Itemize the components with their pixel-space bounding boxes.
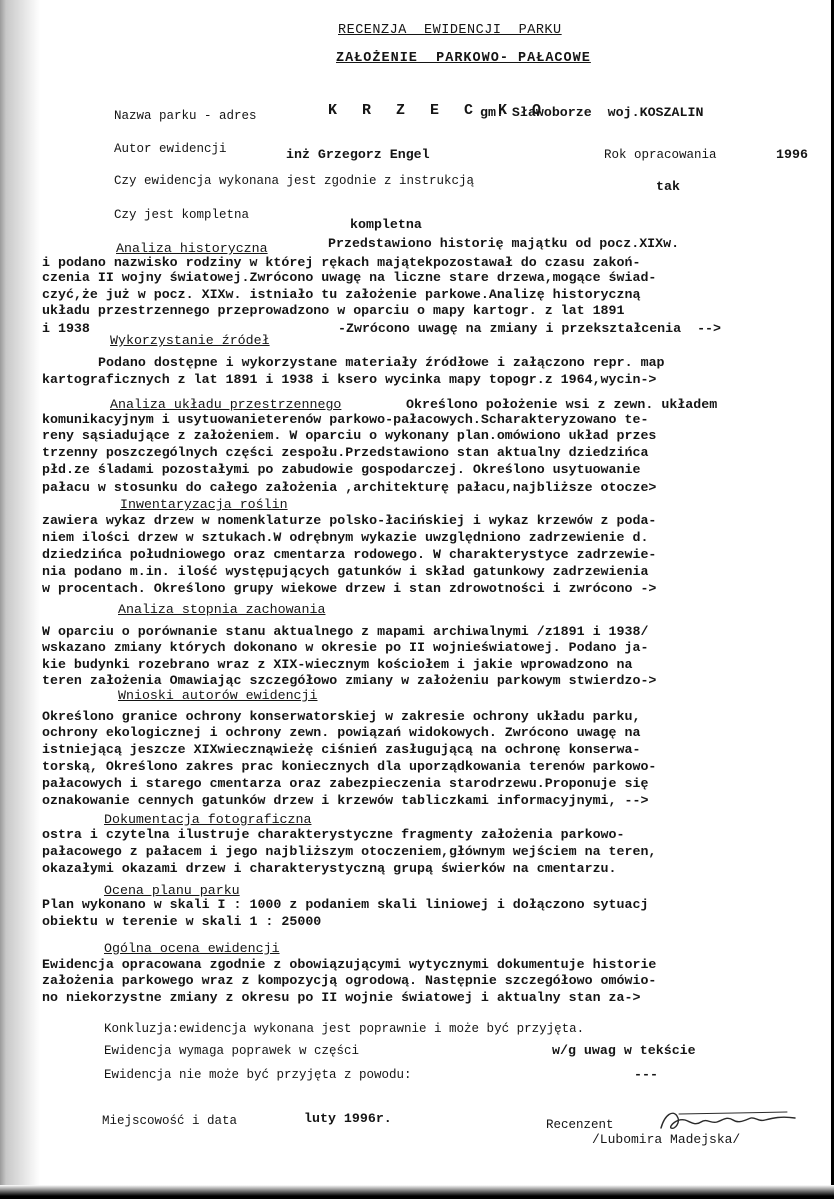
complete-label: Czy jest kompletna	[114, 208, 250, 222]
scan-edge-bottom	[0, 1185, 834, 1199]
complete-value: kompletna	[350, 217, 422, 232]
corrections-value: w/g uwag w tekście	[552, 1043, 696, 1058]
section-spatial-text: reny sąsiadujące z założeniem. W oparciu o wykonany plan.omówiono układ przes	[42, 428, 657, 443]
section-conclusions-text: ochrony ekologicznej i ochrony zewn. powiązań widokowych. Zwrócono uwagę na	[42, 725, 641, 740]
park-label: Nazwa parku - adres	[114, 109, 257, 123]
section-spatial-text: trzenny poszczególnych części zespołu.Przedstawiono stan aktualny dziedzińca	[42, 445, 649, 460]
section-plan-text: Plan wykonano w skali I : 1000 z podaniem skali liniowej i dołączono sytuacj	[42, 897, 649, 912]
park-address: gm. Sławoborze woj.KOSZALIN	[480, 105, 704, 120]
section-plants-text: niem ilości drzew w sztukach.W odrębnym wykazie uwzględniono zadrzewienie d.	[42, 530, 649, 545]
section-spatial-text: komunikacyjnym i usytuowanieterenów parkowo-pałacowych.Scharakteryzowano te-	[42, 412, 649, 427]
park-name: K R Z E C K O	[328, 102, 550, 119]
section-plants-text: dziedzińca południowego oraz cmentarza rodowego. W charakterystyce zadrzewie-	[42, 547, 657, 562]
reviewer-name: /Lubomira Madejska/	[592, 1132, 741, 1147]
section-conclusions-text: Określono granice ochrony konserwatorskiej w zakresie ochrony układu parku,	[42, 709, 641, 724]
section-historical-text: czenia II wojny światowej.Zwrócono uwagę na liczne stare drzewa,mogące świad-	[42, 270, 657, 285]
section-preservation-text: wskazano zmiany których dokonano w okresie po II wojnieświatowej. Podano ja-	[42, 640, 649, 655]
section-plan-text: obiektu w terenie w skali 1 : 25000	[42, 914, 322, 929]
handwritten-signature	[655, 1106, 805, 1136]
scan-shadow-left	[0, 0, 40, 1199]
section-historical-text: czyć,że już w pocz. XIXw. istniało tu założenie parkowe.Analizę historyczną	[42, 287, 641, 302]
section-plants-heading: Inwentaryzacja roślin	[120, 497, 288, 512]
section-historical-heading: Analiza historyczna	[116, 241, 268, 256]
section-conclusions-text: istniejącą jeszcze XIXwiecznąwieżę ciśnień zasługującą na ochronę konserwa-	[42, 742, 641, 757]
section-overall-text: założenia parkowego wraz z kompozycją ogrodową. Następnie szczegółowo omówio-	[42, 973, 657, 988]
section-preservation-heading: Analiza stopnia zachowania	[118, 602, 326, 617]
section-conclusions-text: torską, Określono zakres prac koniecznych dla uporządkowania terenów parkowo-	[42, 759, 657, 774]
section-historical-text: i podano nazwisko rodziny w której rękach majątekpozostawał do czasu zakoń-	[42, 255, 641, 270]
author-value: inż Grzegorz Engel	[286, 147, 430, 162]
corrections-label: Ewidencja wymaga poprawek w części	[104, 1044, 360, 1058]
rejection-label: Ewidencja nie może być przyjęta z powodu:	[104, 1068, 412, 1082]
place-date-value: luty 1996r.	[304, 1111, 392, 1126]
section-plants-text: nia podano m.in. ilość występujących gatunków i skład gatunkowy zadrzewienia	[42, 564, 649, 579]
section-conclusions-heading: Wnioski autorów ewidencji	[118, 688, 318, 703]
section-sources-text: kartograficznych z lat 1891 i 1938 i ksero wycinka mapy topogr.z 1964,wycin->	[42, 372, 657, 387]
section-conclusions-text: oznakowanie cennych gatunków drzew i krzewów tabliczkami informacyjnymi, -->	[42, 793, 649, 808]
document-subtitle: ZAŁOŻENIE PARKOWO- PAŁACOWE	[336, 51, 591, 66]
section-sources-text: Podano dostępne i wykorzystane materiały źródłowe i załączono repr. map	[98, 355, 665, 370]
section-conclusions-text: pałacowych i starego cmentarza oraz zabezpieczenia starodrzewu.Proponuje się	[42, 776, 649, 791]
section-historical-text: i 1938	[42, 321, 90, 336]
section-preservation-text: W oparciu o porównanie stanu aktualnego z mapami archiwalnymi /z1891 i 1938/	[42, 624, 649, 639]
year-value: 1996	[776, 147, 808, 162]
section-plants-text: w procentach. Określono grupy wiekowe drzew i stan zdrowotności i zwrócono ->	[42, 581, 657, 596]
author-label: Autor ewidencji	[114, 142, 227, 156]
section-overall-text: no niekorzystne zmiany z okresu po II wojnie światowej i aktualny stan za->	[42, 990, 641, 1005]
section-photos-text: okazałymi okazami drzew i charakterystyczną grupą świerków na cmentarzu.	[42, 861, 617, 876]
document-title: RECENZJA EWIDENCJI PARKU	[338, 23, 562, 38]
section-preservation-text: teren założenia Omawiając szczegółowo zmiany w założeniu parkowym stwierdzo->	[42, 673, 657, 688]
instruction-label: Czy ewidencja wykonana jest zgodnie z instrukcją	[114, 174, 475, 188]
section-spatial-text: Określono położenie wsi z zewn. układem	[406, 397, 718, 412]
section-photos-text: ostra i czytelna ilustruje charakterystyczne fragmenty założenia parkowo-	[42, 827, 625, 842]
section-photos-text: pałacowego z pałacem i jego najbliższym otoczeniem,głównym wejściem na teren,	[42, 844, 657, 859]
section-sources-heading: Wykorzystanie źródeł	[110, 333, 270, 348]
section-historical-text: układu przestrzennego przeprowadzono w oparciu o mapy kartogr. z lat 1891	[42, 303, 625, 318]
section-spatial-text: płd.ze śladami pozostałymi po zabudowie gospodarczej. Określono usytuowanie	[42, 462, 641, 477]
section-spatial-text: pałacu w stosunku do całego założenia ,architekturę pałacu,najbliższe otocze>	[42, 480, 657, 495]
place-date-label: Miejscowość i data	[102, 1114, 238, 1128]
section-photos-heading: Dokumentacja fotograficzna	[104, 812, 312, 827]
section-overall-heading: Ogólna ocena ewidencji	[104, 941, 280, 956]
rejection-value: ---	[634, 1067, 658, 1082]
conclusion-line: Konkluzja:ewidencja wykonana jest poprawnie i może być przyjęta.	[104, 1022, 585, 1036]
year-label: Rok opracowania	[604, 148, 717, 162]
section-historical-text: Przedstawiono historię majątku od pocz.XIXw.	[328, 236, 680, 251]
section-plan-heading: Ocena planu parku	[104, 883, 240, 898]
reviewer-label: Recenzent	[546, 1118, 614, 1132]
section-overall-text: Ewidencja opracowana zgodnie z obowiązującymi wytycznymi dokumentuje historie	[42, 957, 657, 972]
section-historical-text: -Zwrócono uwagę na zmiany i przekształcenia -->	[338, 321, 722, 336]
instruction-value: tak	[656, 179, 680, 194]
section-spatial-heading: Analiza układu przestrzennego	[110, 397, 342, 412]
section-plants-text: zawiera wykaz drzew w nomenklaturze polsko-łacińskiej i wykaz krzewów z poda-	[42, 513, 657, 528]
section-preservation-text: kie budynki rozebrano wraz z XIX-wiecznym kościołem i jakie wprowadzono na	[42, 657, 633, 672]
